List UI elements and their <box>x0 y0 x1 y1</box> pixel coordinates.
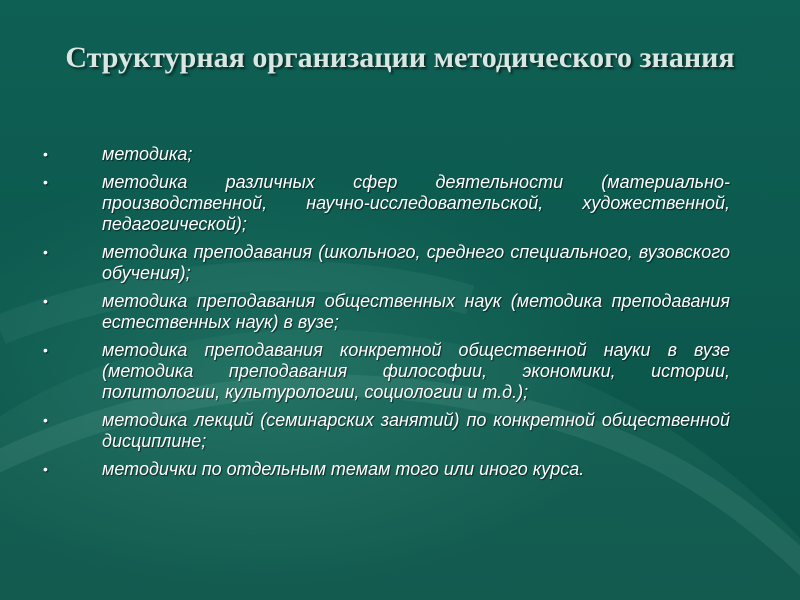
bullet-icon: • <box>43 174 48 190</box>
list-item-text: методика преподавания конкретной общественной науки в вузе (методика преподавания философии, экономики, истории, политологии, культурологии, социологии и т.д.); <box>102 340 730 402</box>
list-item <box>40 410 730 452</box>
bullet-list <box>40 144 730 487</box>
list-item <box>40 144 730 165</box>
list-item <box>40 340 730 403</box>
list-item <box>40 242 730 284</box>
slide-title: Структурная организации методического знания <box>65 41 735 74</box>
bullet-icon: • <box>43 412 48 428</box>
list-item <box>40 291 730 333</box>
bullet-icon: • <box>43 244 48 260</box>
list-item-text: методика преподавания общественных наук (методика преподавания естественных наук) в вузе; <box>102 291 730 332</box>
bullet-icon: • <box>43 461 48 477</box>
list-item-text: методика; <box>102 144 193 164</box>
bullet-icon: • <box>43 293 48 309</box>
bullet-icon: • <box>43 342 48 358</box>
list-item <box>40 172 730 235</box>
list-item-text: методика лекций (семинарских занятий) по конкретной общественной дисциплине; <box>102 410 730 451</box>
list-item-text: методика различных сфер деятельности (материально-производственной, научно-исследовательской, художественной, педагогической); <box>102 172 730 234</box>
list-item <box>40 459 730 480</box>
list-item-text: методички по отдельным темам того или иного курса. <box>102 459 585 479</box>
list-item-text: методика преподавания (школьного, среднего специального, вузовского обучения); <box>102 242 730 283</box>
bullet-icon: • <box>43 146 48 162</box>
